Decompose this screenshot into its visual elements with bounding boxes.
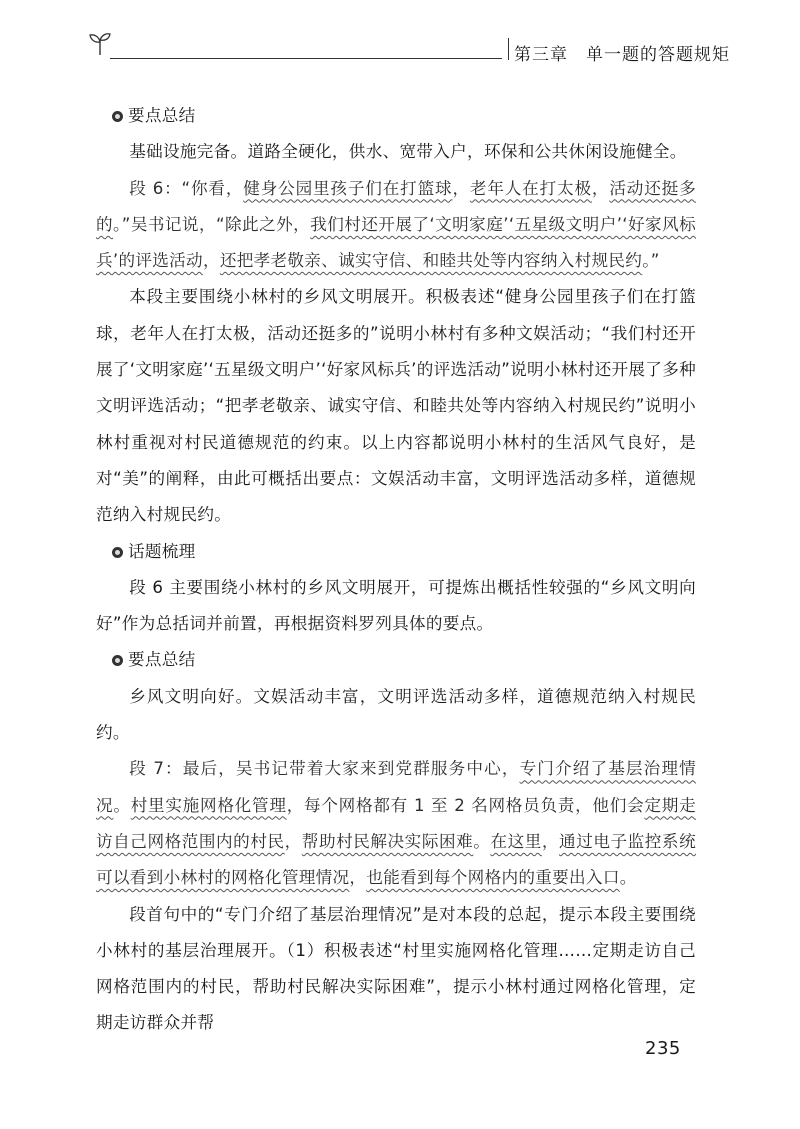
text-run: ， [452, 178, 470, 198]
section-heading-summary [96, 98, 696, 134]
underlined-phrase: 也能看到每个网格内的重要出入口 [366, 868, 620, 888]
text-run: ， [349, 868, 367, 888]
underlined-phrase: 帮助村民解决实际困难 [301, 831, 474, 851]
heading-text: 要点总结 [128, 106, 196, 125]
text-run: ， [591, 178, 610, 198]
section-heading-summary-2 [96, 642, 696, 678]
circle-bullet-icon [112, 547, 123, 558]
page-body [96, 98, 696, 1042]
header-separator [508, 38, 509, 60]
text-run: 段 7：最后，吴书记带着大家来到党群服务中心， [129, 759, 520, 779]
header-rule [110, 58, 502, 59]
text-run: ，每个网格都有 1 至 2 名网格员负责，他们会 [286, 795, 645, 815]
source-paragraph-7 [96, 751, 696, 896]
text-run: 。”吴书记说，“除此之外， [113, 214, 311, 234]
text-run: ， [202, 251, 220, 271]
underlined-phrase: 村里实施网格化管理 [130, 795, 287, 815]
section-heading-topic [96, 534, 696, 570]
summary-paragraph-2: 乡风文明向好。文娱活动丰富，文明评选活动多样，道德规范纳入村规民约。 [96, 686, 696, 743]
underlined-phrase: 还把孝老敬亲、诚实守信、和睦共处等内容纳入村规民约 [219, 251, 643, 271]
underlined-phrase: 专门介绍了基层治理情况 [96, 759, 697, 815]
text-run: 。” [642, 251, 660, 271]
circle-bullet-icon [112, 111, 123, 122]
underlined-phrase: 在这里 [490, 831, 542, 851]
summary-paragraph: 基础设施完备。道路全硬化，供水、宽带入户，环保和公共休闲设施健全。 [129, 142, 687, 162]
underlined-phrase: 老年人在打太极 [469, 178, 592, 198]
text-run: 。 [619, 868, 637, 888]
text-run: ， [284, 831, 302, 851]
sprout-icon [88, 30, 112, 56]
text-run: ， [541, 831, 560, 851]
text-run: 。 [473, 831, 491, 851]
topic-paragraph: 段 6 主要围绕小林村的乡风文明展开，可提炼出概括性较强的“乡风文明向好”作为总括词并前置，再根据资料罗列具体的要点。 [96, 577, 696, 634]
source-paragraph-6 [96, 171, 696, 280]
text-run: 。 [113, 795, 131, 815]
page-number: 235 [645, 1038, 681, 1059]
underlined-phrase: 我们村还开展了‘文明家庭’‘五星级文明户’‘好家风标兵’的评选活动 [96, 214, 696, 271]
text-run: 段 6：“你看， [129, 178, 244, 198]
underlined-phrase: 活动还挺多的 [96, 178, 696, 234]
heading-text: 话题梳理 [128, 541, 196, 561]
analysis-paragraph-7: 段首句中的“专门介绍了基层治理情况”是对本段的总起，提示本段主要围绕小林村的基层治理展开。（1）积极表述“村里实施网格化管理……定期走访自己网格范围内的村民，帮助村民解决实际困难”，提示小林村通过网格化管理，定期走访群众并帮 [96, 904, 696, 1033]
underlined-phrase: 定期走访自己网格范围内的村民 [96, 795, 696, 851]
running-header [88, 28, 728, 68]
heading-text: 要点总结 [128, 650, 196, 670]
circle-bullet-icon [112, 655, 123, 666]
underlined-phrase: 通过电子监控系统可以看到小林村的网格化管理情况 [96, 831, 696, 888]
analysis-paragraph-6: 本段主要围绕小林村的乡风文明展开。积极表述“健身公园里孩子们在打篮球，老年人在打太极，活动还挺多的”说明小林村有多种文娱活动；“我们村还开展了‘文明家庭’‘五星级文明户’‘好家风标兵’的评选活动”说明小林村还开展了多种文明评选活动；“把孝老敬亲、诚实守信、和睦共处等内容纳入村规民约”说明小林村重视对村民道德规范的约束。以上内容都说明小林村的生活风气良好，是对“美”的阐释，由此可概括出要点：文娱活动丰富，文明评选活动多样，道德规范纳入村规民约。 [96, 287, 696, 525]
underlined-phrase: 健身公园里孩子们在打篮球 [243, 178, 453, 198]
chapter-title: 第三章 单一题的答题规矩 [514, 45, 730, 65]
